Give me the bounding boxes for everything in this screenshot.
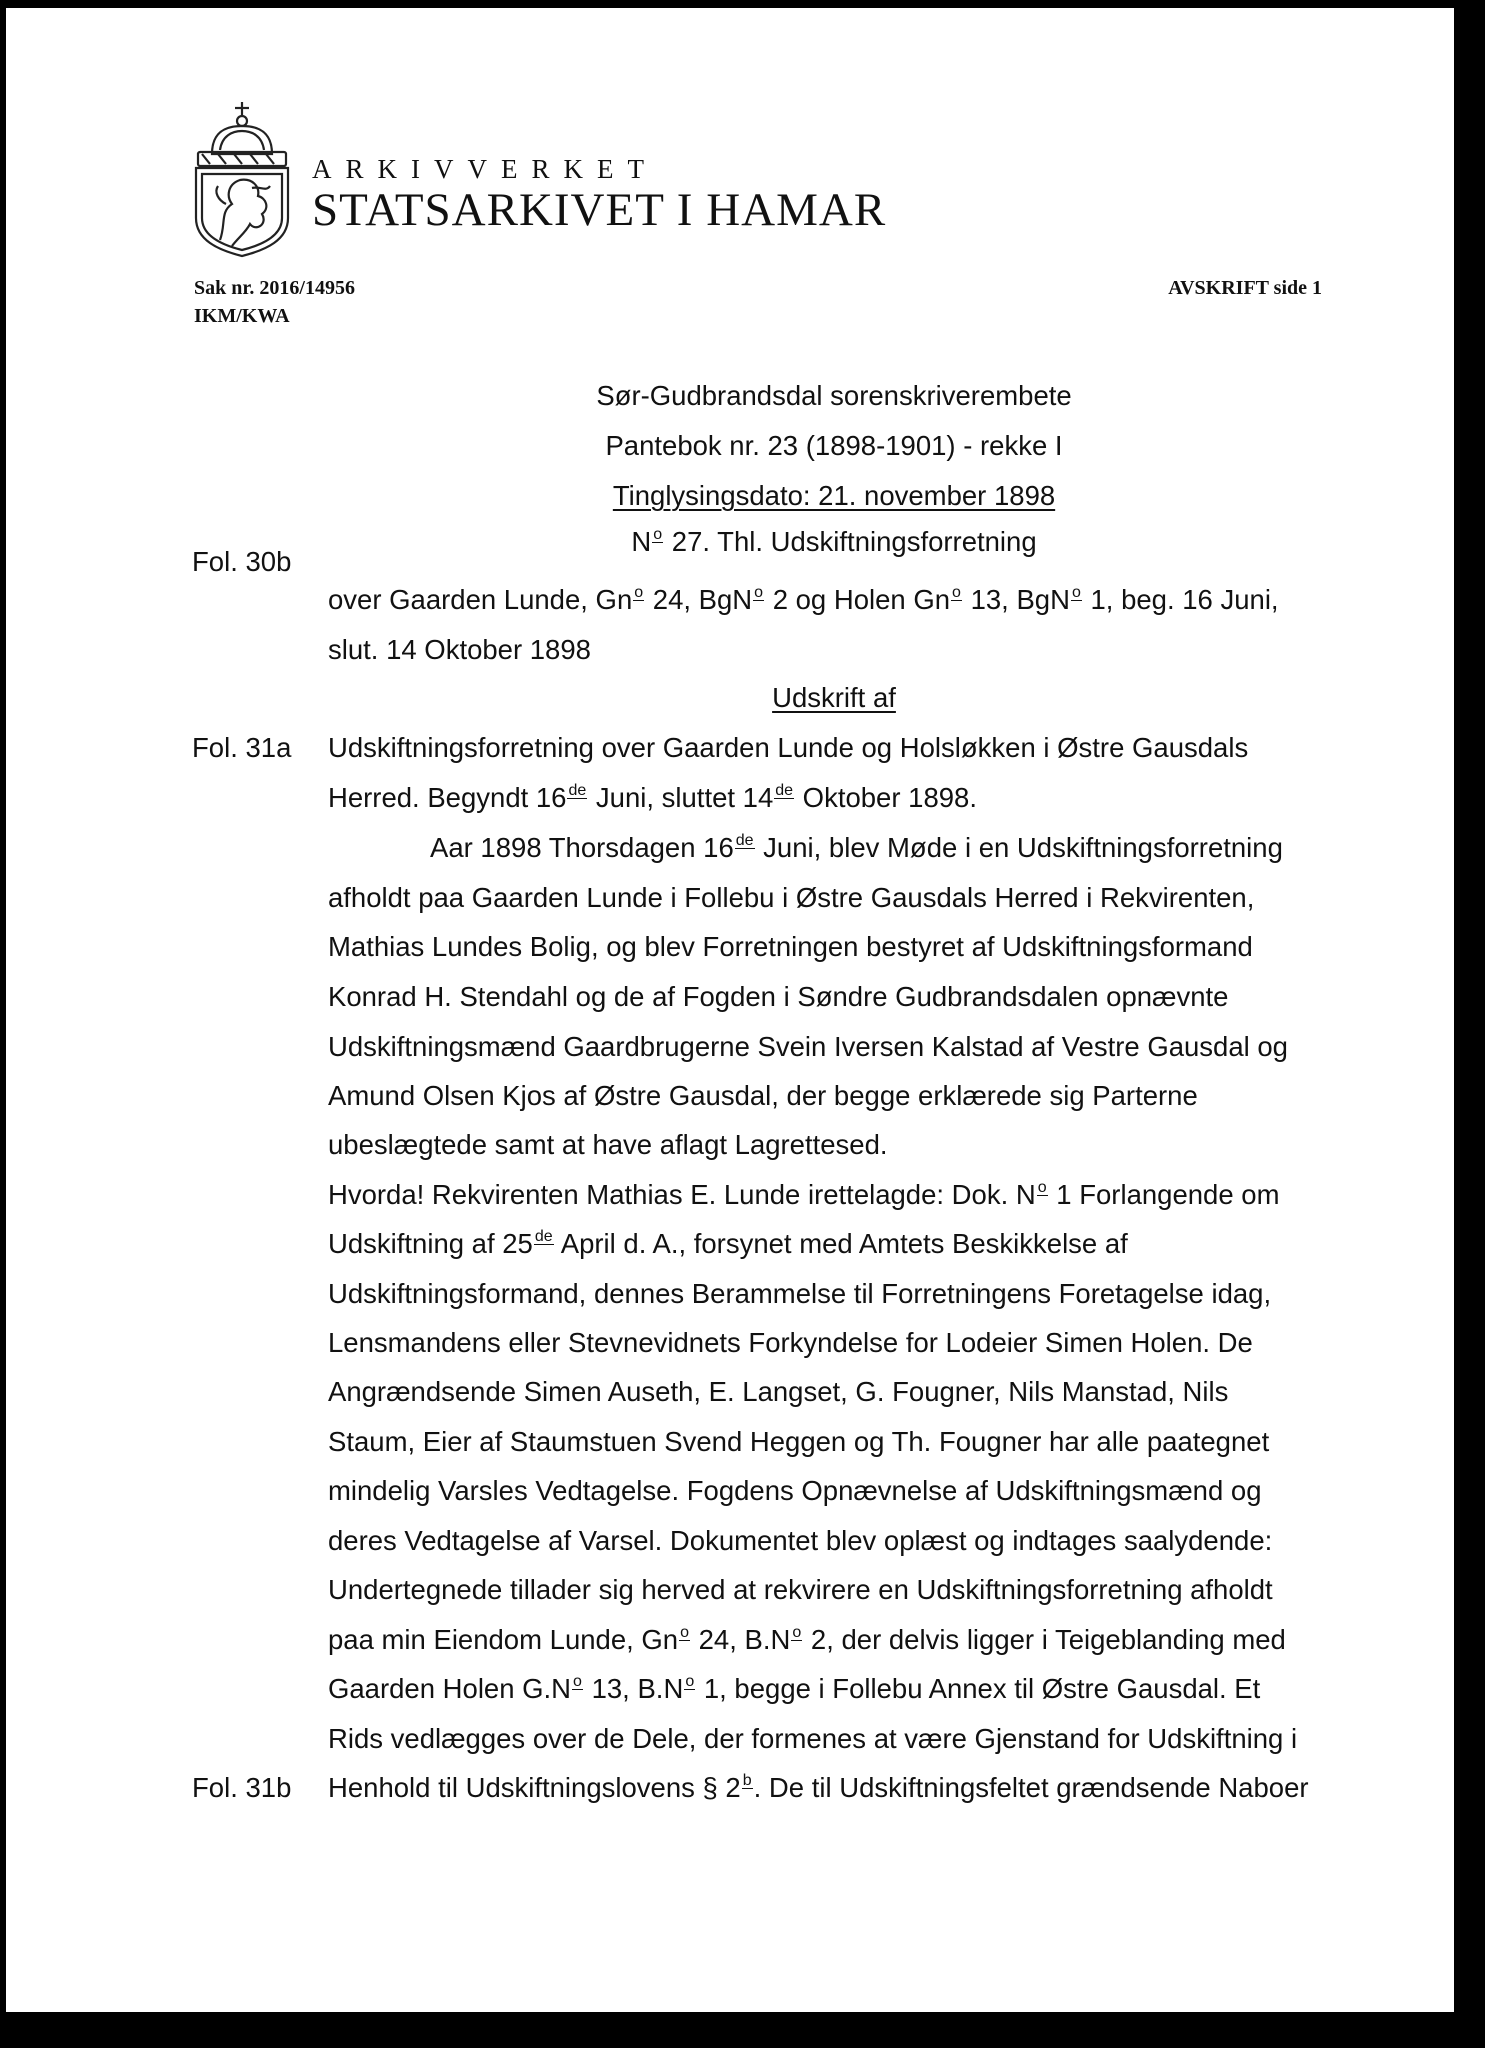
text-line: Udskiftningsforretning over Gaarden Lunde og Holsløkken i Østre Gausdals [328, 732, 1249, 763]
tinglysing-date: Tinglysingsdato: 21. november 1898 [612, 480, 1056, 511]
text-line: slut. 14 Oktober 1898 [328, 634, 591, 665]
text-line: Undertegnede tillader sig herved at rekvirere en Udskiftningsforretning afholdt [328, 1574, 1273, 1605]
document-page [6, 8, 1454, 2012]
coat-of-arms-icon [190, 100, 294, 258]
folio-marker-31a: Fol. 31a [192, 732, 292, 763]
transcript-page-label: AVSKRIFT side 1 [1168, 277, 1322, 299]
case-number: Sak nr. 2016/14956 [194, 277, 355, 299]
case-initials: IKM/KWA [194, 305, 290, 327]
text-line: Konrad H. Stendahl og de af Fogden i Søndre Gudbrandsdalen opnævnte [328, 981, 1229, 1012]
section-heading: Udskrift af [772, 682, 896, 713]
text-line: Herred. Begyndt 16 de Juni, sluttet 14 de Oktober 1898. [328, 782, 977, 813]
text-line: Udskiftningsmænd Gaardbrugerne Svein Iversen Kalstad af Vestre Gausdal og [328, 1031, 1288, 1062]
text-line: Hvorda! Rekvirenten Mathias E. Lunde irettelagde: Dok. N o 1 Forlangende om [328, 1179, 1280, 1210]
text-line: Staum, Eier af Staumstuen Svend Heggen og Th. Fougner har alle paategnet [328, 1426, 1270, 1457]
text-line: Gaarden Holen G.N o 13, B.N o 1, begge i Follebu Annex til Østre Gausdal. Et [328, 1673, 1261, 1704]
folio-marker-31b: Fol. 31b [192, 1772, 292, 1803]
entry-title: N o 27. Thl. Udskiftningsforretning [631, 526, 1037, 557]
institution-header [312, 154, 886, 236]
text-line: over Gaarden Lunde, Gn o 24, BgN o 2 og Holen Gn o 13, BgN o 1, beg. 16 Juni, [328, 584, 1279, 615]
text-line: Henhold til Udskiftningslovens § 2 b. De til Udskiftningsfeltet grændsende Naboer [328, 1772, 1309, 1803]
text-line: Udskiftning af 25 de April d. A., forsynet med Amtets Beskikkelse af [328, 1228, 1128, 1259]
text-line: Aar 1898 Thorsdagen 16 de Juni, blev Møde i en Udskiftningsforretning [430, 832, 1283, 863]
pantebok-title: Pantebok nr. 23 (1898-1901) - rekke I [605, 430, 1063, 461]
text-line: afholdt paa Gaarden Lunde i Follebu i Østre Gausdals Herred i Rekvirenten, [328, 882, 1255, 913]
arkivverket-label: ARKIVVERKET [312, 154, 658, 184]
text-line: Angrændsende Simen Auseth, E. Langset, G. Fougner, Nils Manstad, Nils [328, 1376, 1229, 1407]
folio-marker-30b: Fol. 30b [192, 546, 292, 577]
text-line: mindelig Varsles Vedtagelse. Fogdens Opnævnelse af Udskiftningsmænd og [328, 1475, 1262, 1506]
text-line: Mathias Lundes Bolig, og blev Forretningen bestyret af Udskiftningsformand [328, 931, 1253, 962]
text-line: Udskiftningsformand, dennes Berammelse til Forretningens Foretagelse idag, [328, 1278, 1272, 1309]
text-line: deres Vedtagelse af Varsel. Dokumentet blev oplæst og indtages saalydende: [328, 1525, 1273, 1556]
office-title: Sør-Gudbrandsdal sorenskriverembete [596, 380, 1072, 411]
text-line: paa min Eiendom Lunde, Gn o 24, B.N o 2, der delvis ligger i Teigeblanding med [328, 1624, 1286, 1655]
statsarkivet-label: STATSARKIVET I HAMAR [312, 184, 887, 236]
text-line: ubeslægtede samt at have aflagt Lagrettesed. [328, 1129, 888, 1160]
case-info [194, 274, 355, 330]
text-line: Amund Olsen Kjos af Østre Gausdal, der begge erklærede sig Parterne [328, 1080, 1198, 1111]
text-line: Lensmandens eller Stevnevidnets Forkyndelse for Lodeier Simen Holen. De [328, 1327, 1253, 1358]
text-line: Rids vedlægges over de Dele, der formenes at være Gjenstand for Udskiftning i [328, 1723, 1298, 1754]
